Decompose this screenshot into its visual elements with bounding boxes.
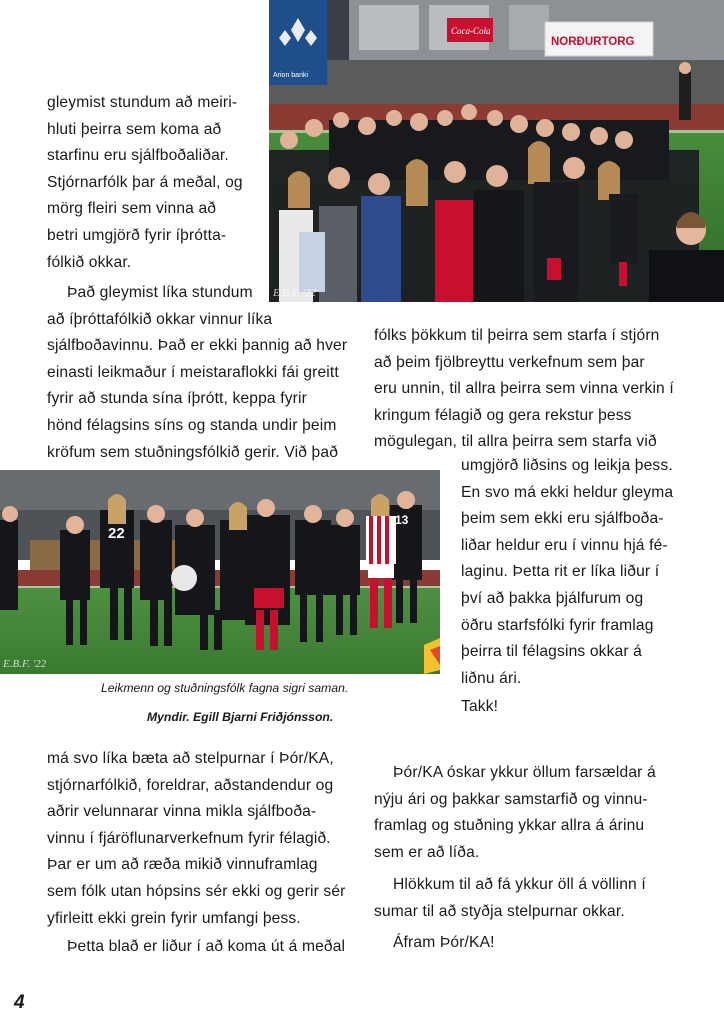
jersey-number: 22 — [108, 525, 125, 542]
text-line: sem fólk utan hópsins sér ekki og gerir sér — [47, 882, 346, 900]
text-line: En svo má ekki heldur gleyma — [461, 483, 674, 501]
photo-team-celebration-top — [269, 0, 724, 302]
text-line: Þetta blað er liður í að koma út á meðal — [67, 938, 346, 955]
text-line: að íþróttafólkið okkar vinnur líka — [47, 310, 273, 328]
text-line: fólks þökkum til þeirra sem starfa í stjórn — [374, 327, 660, 344]
text-line: sumar til að styðja stelpurnar okkar. — [374, 902, 625, 920]
text-line: Þór/KA óskar ykkur öllum farsældar á — [393, 764, 656, 781]
text-line: stjórnarfólkið, foreldrar, aðstandendur og — [47, 776, 334, 794]
col1-top-paragraph — [47, 90, 243, 276]
col1-bottom-paragraph — [47, 746, 346, 932]
text-line: að þeim fjölbreyttu verkefnum sem þar — [374, 353, 645, 371]
text-line: vinnu í fjáröflunarverkefnum fyrir félagið. — [47, 829, 331, 847]
text-line: Stjórnarfólk þar á meðal, og — [47, 173, 243, 191]
text-line: aðrir velunnarar vinna mikla sjálfboða- — [47, 803, 317, 821]
text-line: þeirra til félagsins okkar á — [461, 643, 643, 661]
text-line: Það gleymist líka stundum — [67, 284, 253, 301]
text-line: Þar er um að ræða mikið vinnuframlag — [47, 856, 318, 874]
photo-watermark: E.B.F. '22 — [273, 287, 317, 299]
col2-narrow-paragraph — [461, 453, 673, 692]
photo-caption: Leikmenn og stuðningsfólk fagna sigri saman. — [101, 681, 349, 695]
text-line: sem er að líða. — [374, 843, 480, 861]
text-line: fólkið okkar. — [47, 253, 132, 271]
text-line: sjálfboðavinnu. Það er ekki þannig að hver — [47, 337, 348, 355]
thanks-text — [461, 694, 498, 721]
text-line: laginu. Þetta rit er líka liður í — [461, 563, 660, 581]
text-line: Hlökkum til að fá ykkur öll á völlinn í — [393, 876, 646, 893]
text-line: þeim sem ekki eru sjálfboða- — [461, 510, 664, 528]
text-line: kringum félagið og gera rekstur þess — [374, 406, 632, 424]
text-line: gleymist stundum að meiri- — [47, 94, 238, 111]
text-line: umgjörð liðsins og leikja þess. — [461, 457, 673, 474]
text-line: því að þakka þjálfurum og — [461, 589, 644, 607]
page-number: 4 — [14, 992, 25, 1013]
text-line: mögulegan, til allra þeirra sem starfa við — [374, 433, 657, 451]
text-line: starfinu eru sjálfboðaliðar. — [47, 147, 229, 165]
text-line: mörg fleiri sem vinna að — [47, 200, 217, 218]
text-line: nýju ári og þakkar samstarfið og vinnu- — [374, 790, 648, 808]
text-line: liðar heldur eru í vinnu hjá fé- — [461, 536, 668, 554]
text-line: betri umgjörð fyrir íþrótta- — [47, 226, 227, 244]
col1-paragraph-2 — [47, 280, 347, 466]
text-line: yfirleitt ekki grein fyrir umfangi þess. — [47, 909, 301, 927]
banner-cola-text: Coca-Cola — [451, 26, 491, 36]
banner-right-text: NORÐURTORG — [551, 36, 635, 48]
jersey-number: 13 — [395, 513, 409, 527]
text-line: kröfum sem stuðningsfólkið gerir. Við það — [47, 443, 339, 461]
text-line: einasti leikmaður í meistaraflokki fái greitt — [47, 363, 339, 381]
col2-bottom-paragraph-1 — [374, 760, 656, 866]
text-line: má svo líka bæta að stelpurnar í Þór/KA, — [47, 750, 334, 767]
photo-credit: Myndir. Egill Bjarni Friðjónsson. — [147, 710, 334, 724]
photo-watermark: E.B.F. '22 — [3, 658, 47, 670]
col2-bottom-paragraph-2 — [374, 872, 646, 925]
photo-players-celebrate-field — [0, 470, 440, 674]
col1-last-line — [67, 934, 345, 961]
text-line: liðnu ári. — [461, 669, 522, 687]
col2-top-paragraph — [374, 323, 674, 456]
text-line: framlag og stuðning ykkar allra á árinu — [374, 817, 645, 835]
banner-left-text: Arion banki — [273, 72, 309, 79]
text-line: eru unnin, til allra þeirra sem vinna verkin í — [374, 380, 674, 398]
col2-bottom-paragraph-3 — [393, 930, 495, 957]
text-line: hönd félagsins síns og standa undir þeim — [47, 416, 337, 434]
text-line: fyrir að stunda sína íþrótt, keppa fyrir — [47, 390, 307, 408]
text-line: öðru starfsfólki fyrir framlag — [461, 616, 654, 634]
text-line: Takk! — [461, 698, 499, 715]
text-line: hluti þeirra sem koma að — [47, 120, 222, 138]
text-line: Áfram Þór/KA! — [393, 934, 495, 951]
